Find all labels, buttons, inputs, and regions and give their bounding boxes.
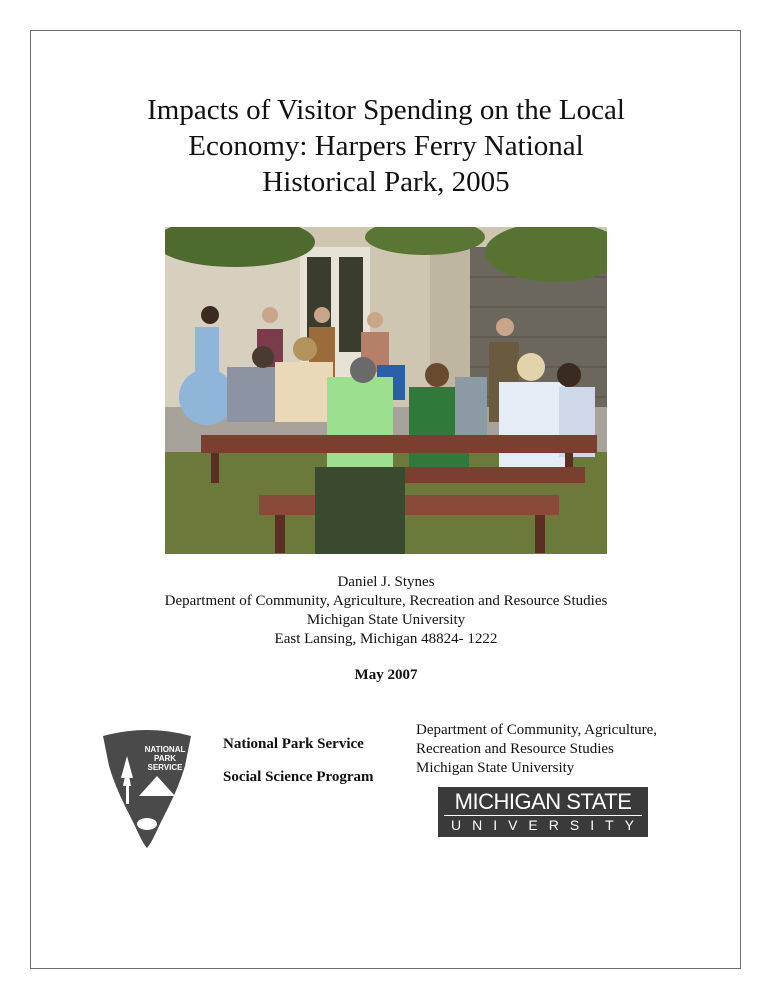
publication-date: May 2007: [354, 667, 418, 683]
author-name: Daniel J. Stynes: [337, 574, 435, 590]
nps-logo-text-1: NATIONAL: [144, 745, 186, 754]
nps-logo-text-3: SERVICE: [147, 763, 183, 772]
nps-program: Social Science Program: [223, 769, 374, 785]
title-line-2: Economy: Harpers Ferry National: [188, 130, 584, 162]
title-line-1: Impacts of Visitor Spending on the Local: [147, 94, 625, 126]
nps-arrowhead-logo: [99, 726, 195, 848]
msu-dept-line-2: Recreation and Resource Studies: [416, 741, 614, 757]
nps-program-block: [223, 736, 374, 786]
msu-wordmark-logo: [438, 787, 648, 837]
msu-logo-bottom: UNIVERSITY: [450, 817, 645, 833]
nps-logo-text-2: PARK: [153, 754, 177, 763]
msu-dept-line-1: Department of Community, Agriculture,: [416, 722, 658, 738]
photo-illustration: [165, 227, 607, 554]
document-title: [80, 92, 692, 200]
author-university: Michigan State University: [306, 612, 466, 628]
park-visitors-photo: [165, 227, 607, 554]
author-department: Department of Community, Agriculture, Recreation and Resource Studies: [164, 593, 608, 609]
author-block: [100, 573, 672, 649]
arrowhead-icon: [99, 726, 195, 848]
msu-department-block: [416, 721, 657, 778]
title-line-3: Historical Park, 2005: [262, 166, 510, 198]
msu-logo-top: MICHIGAN STATE: [454, 789, 632, 814]
nps-name: National Park Service: [223, 736, 364, 752]
author-address: East Lansing, Michigan 48824- 1222: [274, 631, 498, 647]
msu-dept-line-3: Michigan State University: [416, 760, 575, 776]
